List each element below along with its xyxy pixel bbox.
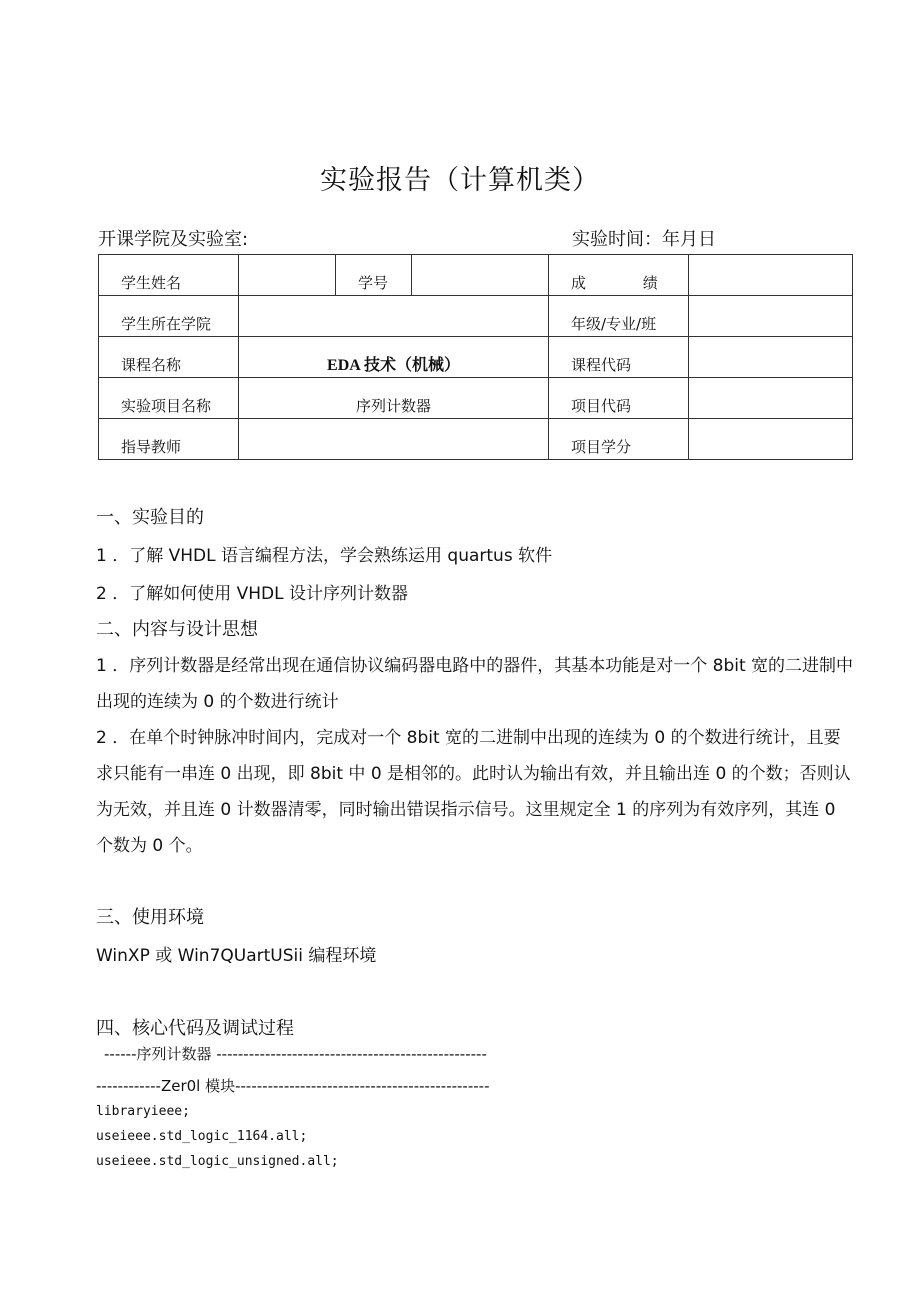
college-value[interactable]: [239, 296, 549, 337]
course-name-value: EDA 技术（机械）: [239, 337, 549, 378]
section-2-paragraph-1: 1 ．序列计数器是经常出现在通信协议编码器电路中的器件，其基本功能是对一个 8bit 宽的二进制中出现的连续为 0 的个数进行统计: [96, 656, 854, 712]
section-2-paragraph-2: 2 ．在单个时钟脉冲时间内，完成对一个 8bit 宽的二进制中出现的连续为 0 的个数进行统计，且要求只能有一串连 0 出现，即 8bit 中 0 是相邻的。此时认为输出有效，并且输出连 0 的个数；否则认为无效，并且连 0 计数器清零，同时输出错误指示信号。这里规定全 1 的序列为有效序列，其连 0 个数为 0 个。: [96, 728, 851, 856]
project-credit-label: 项目学分: [549, 419, 689, 460]
student-name-label: 学生姓名: [99, 255, 239, 296]
student-name-value[interactable]: [239, 255, 336, 296]
grade-value[interactable]: [689, 255, 853, 296]
code-comment-1: ------序列计数器 --------------------------------------------------: [104, 1045, 487, 1063]
course-code-label: 课程代码: [549, 337, 689, 378]
grade-label: 成 绩: [549, 255, 689, 296]
student-id-label: 学号: [336, 255, 412, 296]
teacher-value[interactable]: [239, 419, 549, 460]
table-row: [99, 419, 853, 460]
code-line-library: libraryieee;: [96, 1104, 190, 1119]
table-row: [99, 337, 853, 378]
info-table: [98, 254, 853, 460]
section-2-title: 二、内容与设计思想: [96, 619, 258, 640]
college-label: 学生所在学院: [99, 296, 239, 337]
course-name-label: 课程名称: [99, 337, 239, 378]
project-name-label: 实验项目名称: [99, 378, 239, 419]
experiment-time-label: 实验时间：年月日: [572, 229, 716, 250]
course-code-value[interactable]: [689, 337, 853, 378]
project-name-value: 序列计数器: [239, 378, 549, 419]
section-1-item-1: 1 ．了解 VHDL 语言编程方法，学会熟练运用 quartus 软件: [96, 546, 553, 566]
project-code-label: 项目代码: [549, 378, 689, 419]
code-line-use-unsigned: useieee.std_logic_unsigned.all;: [96, 1154, 339, 1169]
page-title: 实验报告（计算机类）: [320, 165, 600, 196]
student-id-value[interactable]: [412, 255, 549, 296]
table-row: [99, 378, 853, 419]
project-credit-value[interactable]: [689, 419, 853, 460]
section-4-title: 四、核心代码及调试过程: [96, 1018, 294, 1039]
project-code-value[interactable]: [689, 378, 853, 419]
college-lab-label: 开课学院及实验室:: [98, 229, 249, 250]
table-row: [99, 296, 853, 337]
section-1-item-2: 2 ．了解如何使用 VHDL 设计序列计数器: [96, 584, 409, 604]
section-3-text: WinXP 或 Win7QUartUSii 编程环境: [96, 946, 377, 966]
class-value[interactable]: [689, 296, 853, 337]
code-line-use-1164: useieee.std_logic_1164.all;: [96, 1129, 308, 1144]
table-row: [99, 255, 853, 296]
section-1-title: 一、实验目的: [96, 507, 204, 528]
class-label: 年级/专业/班: [549, 296, 689, 337]
code-comment-2: ------------Zer0l 模块-----------------------------------------------: [96, 1077, 490, 1095]
teacher-label: 指导教师: [99, 419, 239, 460]
section-3-title: 三、使用环境: [96, 907, 204, 928]
